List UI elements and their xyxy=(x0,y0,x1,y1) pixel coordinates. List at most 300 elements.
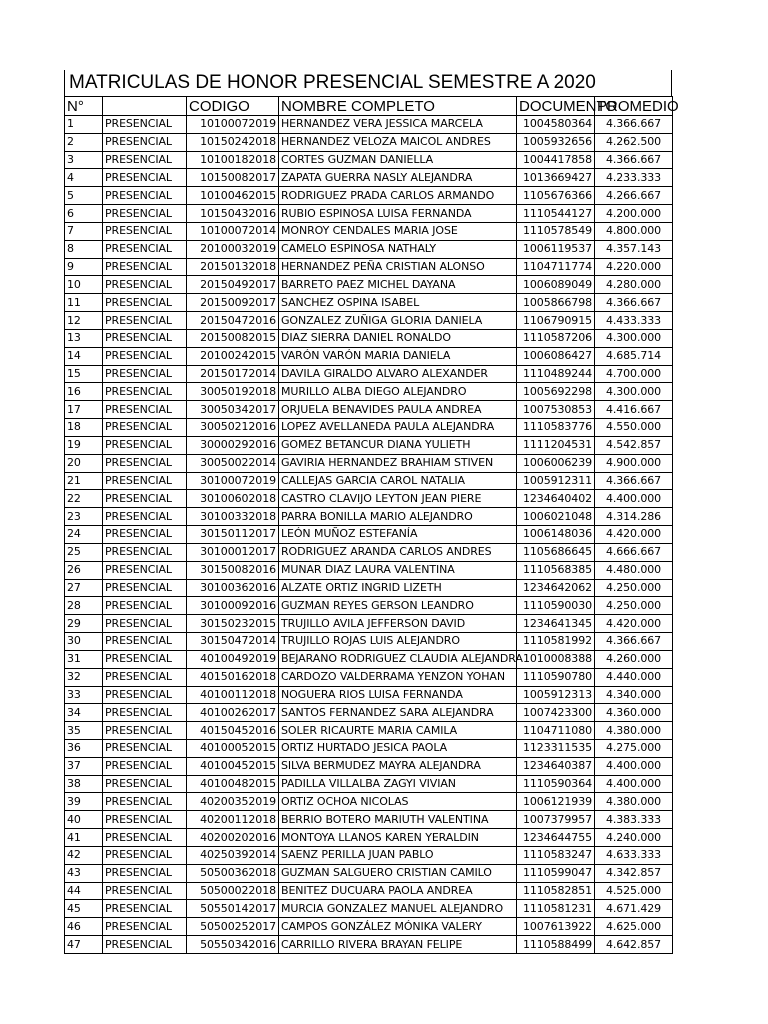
cell-number[interactable]: 2 xyxy=(65,133,103,151)
cell-code[interactable]: 30150082016 xyxy=(187,561,279,579)
cell-document[interactable]: 1110578549 xyxy=(517,222,595,240)
cell-modality[interactable]: PRESENCIAL xyxy=(103,258,187,276)
cell-code[interactable]: 30100362016 xyxy=(187,579,279,597)
cell-document[interactable]: 1110581992 xyxy=(517,633,595,651)
cell-full-name[interactable]: GONZALEZ ZUÑIGA GLORIA DANIELA xyxy=(279,312,517,330)
cell-average[interactable]: 4.542.857 xyxy=(595,436,673,454)
cell-number[interactable]: 10 xyxy=(65,276,103,294)
cell-average[interactable]: 4.800.000 xyxy=(595,222,673,240)
cell-full-name[interactable]: RUBIO ESPINOSA LUISA FERNANDA xyxy=(279,205,517,223)
cell-number[interactable]: 19 xyxy=(65,436,103,454)
cell-full-name[interactable]: CARDOZO VALDERRAMA YENZON YOHAN xyxy=(279,668,517,686)
cell-average[interactable]: 4.360.000 xyxy=(595,704,673,722)
cell-modality[interactable]: PRESENCIAL xyxy=(103,597,187,615)
cell-document[interactable]: 1111204531 xyxy=(517,436,595,454)
cell-document[interactable]: 1110581231 xyxy=(517,900,595,918)
cell-number[interactable]: 31 xyxy=(65,650,103,668)
cell-document[interactable]: 1005692298 xyxy=(517,383,595,401)
cell-full-name[interactable]: MONTOYA LLANOS KAREN YERALDIN xyxy=(279,829,517,847)
cell-code[interactable]: 30100012017 xyxy=(187,543,279,561)
cell-number[interactable]: 29 xyxy=(65,615,103,633)
cell-document[interactable]: 1106790915 xyxy=(517,312,595,330)
cell-modality[interactable]: PRESENCIAL xyxy=(103,472,187,490)
cell-modality[interactable]: PRESENCIAL xyxy=(103,187,187,205)
cell-document[interactable]: 1104711774 xyxy=(517,258,595,276)
cell-document[interactable]: 1110582851 xyxy=(517,882,595,900)
cell-document[interactable]: 1006086427 xyxy=(517,347,595,365)
cell-average[interactable]: 4.266.667 xyxy=(595,187,673,205)
cell-code[interactable]: 20150492017 xyxy=(187,276,279,294)
cell-average[interactable]: 4.400.000 xyxy=(595,775,673,793)
table-row xyxy=(65,811,673,829)
cell-number[interactable]: 27 xyxy=(65,579,103,597)
cell-code[interactable]: 20100242015 xyxy=(187,347,279,365)
cell-number[interactable]: 22 xyxy=(65,490,103,508)
cell-document[interactable]: 1010008388 xyxy=(517,650,595,668)
cell-document[interactable]: 1104711080 xyxy=(517,722,595,740)
table-row xyxy=(65,561,673,579)
cell-modality[interactable]: PRESENCIAL xyxy=(103,240,187,258)
cell-full-name[interactable]: TRUJILLO ROJAS LUIS ALEJANDRO xyxy=(279,633,517,651)
cell-code[interactable]: 30150232015 xyxy=(187,615,279,633)
cell-full-name[interactable]: GAVIRIA HERNANDEZ BRAHIAM STIVEN xyxy=(279,454,517,472)
cell-code[interactable]: 40200202016 xyxy=(187,829,279,847)
cell-modality[interactable]: PRESENCIAL xyxy=(103,276,187,294)
cell-full-name[interactable]: SILVA BERMUDEZ MAYRA ALEJANDRA xyxy=(279,757,517,775)
cell-modality[interactable]: PRESENCIAL xyxy=(103,454,187,472)
cell-modality[interactable]: PRESENCIAL xyxy=(103,312,187,330)
cell-document[interactable]: 1110489244 xyxy=(517,365,595,383)
cell-average[interactable]: 4.440.000 xyxy=(595,668,673,686)
cell-code[interactable]: 30100332018 xyxy=(187,508,279,526)
header-modality[interactable] xyxy=(103,97,187,116)
cell-number[interactable]: 36 xyxy=(65,739,103,757)
cell-number[interactable]: 16 xyxy=(65,383,103,401)
cell-average[interactable]: 4.420.000 xyxy=(595,615,673,633)
cell-number[interactable]: 15 xyxy=(65,365,103,383)
cell-full-name[interactable]: MONROY CENDALES MARIA JOSE xyxy=(279,222,517,240)
cell-code[interactable]: 10150242018 xyxy=(187,133,279,151)
cell-document[interactable]: 1005912313 xyxy=(517,686,595,704)
cell-full-name[interactable]: LEÓN MUÑOZ ESTEFANÍA xyxy=(279,526,517,544)
cell-full-name[interactable]: MURCIA GONZALEZ MANUEL ALEJANDRO xyxy=(279,900,517,918)
cell-number[interactable]: 43 xyxy=(65,864,103,882)
cell-modality[interactable]: PRESENCIAL xyxy=(103,329,187,347)
cell-document[interactable]: 1105686645 xyxy=(517,543,595,561)
cell-document[interactable]: 1006148036 xyxy=(517,526,595,544)
cell-full-name[interactable]: RODRIGUEZ ARANDA CARLOS ANDRES xyxy=(279,543,517,561)
cell-document[interactable]: 1110583247 xyxy=(517,846,595,864)
cell-document[interactable]: 1110587206 xyxy=(517,329,595,347)
cell-average[interactable]: 4.416.667 xyxy=(595,401,673,419)
cell-document[interactable]: 1110590364 xyxy=(517,775,595,793)
cell-document[interactable]: 1006121939 xyxy=(517,793,595,811)
cell-number[interactable]: 5 xyxy=(65,187,103,205)
cell-number[interactable]: 23 xyxy=(65,508,103,526)
cell-number[interactable]: 37 xyxy=(65,757,103,775)
cell-full-name[interactable]: HERNANDEZ VERA JESSICA MARCELA xyxy=(279,116,517,134)
cell-document[interactable]: 1234640402 xyxy=(517,490,595,508)
cell-average[interactable]: 4.366.667 xyxy=(595,472,673,490)
cell-code[interactable]: 40100112018 xyxy=(187,686,279,704)
cell-modality[interactable]: PRESENCIAL xyxy=(103,347,187,365)
cell-average[interactable]: 4.240.000 xyxy=(595,829,673,847)
cell-number[interactable]: 3 xyxy=(65,151,103,169)
cell-modality[interactable]: PRESENCIAL xyxy=(103,882,187,900)
table-row xyxy=(65,490,673,508)
cell-code[interactable]: 50500252017 xyxy=(187,918,279,936)
cell-modality[interactable]: PRESENCIAL xyxy=(103,419,187,437)
cell-document[interactable]: 1123311535 xyxy=(517,739,595,757)
cell-full-name[interactable]: HERNANDEZ PEÑA CRISTIAN ALONSO xyxy=(279,258,517,276)
table-row xyxy=(65,704,673,722)
table-row xyxy=(65,650,673,668)
cell-modality[interactable]: PRESENCIAL xyxy=(103,757,187,775)
cell-number[interactable]: 35 xyxy=(65,722,103,740)
cell-full-name[interactable]: SANCHEZ OSPINA ISABEL xyxy=(279,294,517,312)
cell-code[interactable]: 40150162018 xyxy=(187,668,279,686)
cell-modality[interactable]: PRESENCIAL xyxy=(103,775,187,793)
cell-average[interactable]: 4.366.667 xyxy=(595,151,673,169)
cell-modality[interactable]: PRESENCIAL xyxy=(103,633,187,651)
cell-document[interactable]: 1234642062 xyxy=(517,579,595,597)
cell-modality[interactable]: PRESENCIAL xyxy=(103,846,187,864)
cell-full-name[interactable]: CORTES GUZMAN DANIELLA xyxy=(279,151,517,169)
cell-number[interactable]: 14 xyxy=(65,347,103,365)
cell-average[interactable]: 4.480.000 xyxy=(595,561,673,579)
cell-code[interactable]: 30100602018 xyxy=(187,490,279,508)
cell-modality[interactable]: PRESENCIAL xyxy=(103,205,187,223)
cell-modality[interactable]: PRESENCIAL xyxy=(103,793,187,811)
table-row xyxy=(65,187,673,205)
cell-full-name[interactable]: PADILLA VILLALBA ZAGYI VIVIAN xyxy=(279,775,517,793)
cell-document[interactable]: 1110599047 xyxy=(517,864,595,882)
cell-document[interactable]: 1110583776 xyxy=(517,419,595,437)
cell-number[interactable]: 42 xyxy=(65,846,103,864)
cell-modality[interactable]: PRESENCIAL xyxy=(103,222,187,240)
cell-modality[interactable]: PRESENCIAL xyxy=(103,686,187,704)
cell-modality[interactable]: PRESENCIAL xyxy=(103,383,187,401)
cell-code[interactable]: 40100452015 xyxy=(187,757,279,775)
header-full-name[interactable]: NOMBRE COMPLETO xyxy=(279,97,517,116)
cell-modality[interactable]: PRESENCIAL xyxy=(103,561,187,579)
cell-average[interactable]: 4.342.857 xyxy=(595,864,673,882)
cell-number[interactable]: 20 xyxy=(65,454,103,472)
cell-modality[interactable]: PRESENCIAL xyxy=(103,294,187,312)
cell-number[interactable]: 41 xyxy=(65,829,103,847)
cell-average[interactable]: 4.300.000 xyxy=(595,383,673,401)
cell-average[interactable]: 4.366.667 xyxy=(595,294,673,312)
cell-code[interactable]: 40200112018 xyxy=(187,811,279,829)
cell-document[interactable]: 1007530853 xyxy=(517,401,595,419)
cell-code[interactable]: 40100492019 xyxy=(187,650,279,668)
cell-document[interactable]: 1005932656 xyxy=(517,133,595,151)
cell-average[interactable]: 4.280.000 xyxy=(595,276,673,294)
cell-code[interactable]: 30050212016 xyxy=(187,419,279,437)
cell-document[interactable]: 1234644755 xyxy=(517,829,595,847)
cell-number[interactable]: 33 xyxy=(65,686,103,704)
cell-code[interactable]: 20150092017 xyxy=(187,294,279,312)
cell-average[interactable]: 4.666.667 xyxy=(595,543,673,561)
cell-modality[interactable]: PRESENCIAL xyxy=(103,526,187,544)
cell-document[interactable]: 1110590030 xyxy=(517,597,595,615)
cell-code[interactable]: 40150452016 xyxy=(187,722,279,740)
cell-document[interactable]: 1110590780 xyxy=(517,668,595,686)
cell-average[interactable]: 4.250.000 xyxy=(595,597,673,615)
cell-full-name[interactable]: BENITEZ DUCUARA PAOLA ANDREA xyxy=(279,882,517,900)
cell-modality[interactable]: PRESENCIAL xyxy=(103,436,187,454)
cell-document[interactable]: 1110568385 xyxy=(517,561,595,579)
cell-full-name[interactable]: GOMEZ BETANCUR DIANA YULIETH xyxy=(279,436,517,454)
cell-modality[interactable]: PRESENCIAL xyxy=(103,936,187,954)
table-row xyxy=(65,329,673,347)
cell-modality[interactable]: PRESENCIAL xyxy=(103,739,187,757)
cell-document[interactable]: 1005866798 xyxy=(517,294,595,312)
cell-number[interactable]: 8 xyxy=(65,240,103,258)
cell-number[interactable]: 12 xyxy=(65,312,103,330)
cell-average[interactable]: 4.380.000 xyxy=(595,722,673,740)
cell-average[interactable]: 4.357.143 xyxy=(595,240,673,258)
cell-number[interactable]: 32 xyxy=(65,668,103,686)
cell-full-name[interactable]: ZAPATA GUERRA NASLY ALEJANDRA xyxy=(279,169,517,187)
cell-full-name[interactable]: BARRETO PAEZ MICHEL DAYANA xyxy=(279,276,517,294)
cell-average[interactable]: 4.633.333 xyxy=(595,846,673,864)
cell-code[interactable]: 30050192018 xyxy=(187,383,279,401)
cell-modality[interactable]: PRESENCIAL xyxy=(103,722,187,740)
cell-code[interactable]: 40100482015 xyxy=(187,775,279,793)
table-row xyxy=(65,419,673,437)
table-row xyxy=(65,312,673,330)
header-average[interactable]: PROMEDIO xyxy=(595,97,673,116)
cell-document[interactable]: 1105676366 xyxy=(517,187,595,205)
cell-code[interactable]: 40100262017 xyxy=(187,704,279,722)
cell-code[interactable]: 30150112017 xyxy=(187,526,279,544)
header-code[interactable]: CODIGO xyxy=(187,97,279,116)
cell-average[interactable]: 4.625.000 xyxy=(595,918,673,936)
cell-full-name[interactable]: VARÓN VARÓN MARIA DANIELA xyxy=(279,347,517,365)
cell-average[interactable]: 4.433.333 xyxy=(595,312,673,330)
cell-full-name[interactable]: ALZATE ORTIZ INGRID LIZETH xyxy=(279,579,517,597)
table-row xyxy=(65,882,673,900)
cell-number[interactable]: 26 xyxy=(65,561,103,579)
cell-average[interactable]: 4.642.857 xyxy=(595,936,673,954)
cell-number[interactable]: 18 xyxy=(65,419,103,437)
cell-code[interactable]: 40250392014 xyxy=(187,846,279,864)
cell-full-name[interactable]: NOGUERA RIOS LUISA FERNANDA xyxy=(279,686,517,704)
cell-modality[interactable]: PRESENCIAL xyxy=(103,490,187,508)
cell-code[interactable]: 50550342016 xyxy=(187,936,279,954)
cell-number[interactable]: 39 xyxy=(65,793,103,811)
cell-full-name[interactable]: SOLER RICAURTE MARIA CAMILA xyxy=(279,722,517,740)
cell-full-name[interactable]: BERRIO BOTERO MARIUTH VALENTINA xyxy=(279,811,517,829)
cell-number[interactable]: 28 xyxy=(65,597,103,615)
cell-number[interactable]: 21 xyxy=(65,472,103,490)
cell-full-name[interactable]: SANTOS FERNANDEZ SARA ALEJANDRA xyxy=(279,704,517,722)
cell-modality[interactable]: PRESENCIAL xyxy=(103,668,187,686)
cell-full-name[interactable]: CAMPOS GONZÁLEZ MÓNIKA VALERY xyxy=(279,918,517,936)
cell-modality[interactable]: PRESENCIAL xyxy=(103,829,187,847)
cell-full-name[interactable]: SAENZ PERILLA JUAN PABLO xyxy=(279,846,517,864)
cell-average[interactable]: 4.685.714 xyxy=(595,347,673,365)
cell-code[interactable]: 30100072019 xyxy=(187,472,279,490)
cell-average[interactable]: 4.366.667 xyxy=(595,116,673,134)
cell-number[interactable]: 4 xyxy=(65,169,103,187)
cell-full-name[interactable]: CARRILLO RIVERA BRAYAN FELIPE xyxy=(279,936,517,954)
cell-full-name[interactable]: PARRA BONILLA MARIO ALEJANDRO xyxy=(279,508,517,526)
cell-average[interactable]: 4.262.500 xyxy=(595,133,673,151)
cell-full-name[interactable]: ORJUELA BENAVIDES PAULA ANDREA xyxy=(279,401,517,419)
cell-code[interactable]: 10100462015 xyxy=(187,187,279,205)
cell-code[interactable]: 30000292016 xyxy=(187,436,279,454)
cell-modality[interactable]: PRESENCIAL xyxy=(103,133,187,151)
cell-modality[interactable]: PRESENCIAL xyxy=(103,704,187,722)
cell-modality[interactable]: PRESENCIAL xyxy=(103,579,187,597)
cell-document[interactable]: 1007423300 xyxy=(517,704,595,722)
cell-code[interactable]: 40100052015 xyxy=(187,739,279,757)
cell-average[interactable]: 4.340.000 xyxy=(595,686,673,704)
cell-code[interactable]: 10100182018 xyxy=(187,151,279,169)
cell-average[interactable]: 4.250.000 xyxy=(595,579,673,597)
cell-average[interactable]: 4.220.000 xyxy=(595,258,673,276)
cell-full-name[interactable]: CASTRO CLAVIJO LEYTON JEAN PIERE xyxy=(279,490,517,508)
cell-average[interactable]: 4.260.000 xyxy=(595,650,673,668)
cell-modality[interactable]: PRESENCIAL xyxy=(103,864,187,882)
cell-code[interactable]: 50500022018 xyxy=(187,882,279,900)
cell-full-name[interactable]: GUZMAN SALGUERO CRISTIAN CAMILO xyxy=(279,864,517,882)
cell-code[interactable]: 20150472016 xyxy=(187,312,279,330)
cell-number[interactable]: 44 xyxy=(65,882,103,900)
cell-document[interactable]: 1013669427 xyxy=(517,169,595,187)
cell-code[interactable]: 30150472014 xyxy=(187,633,279,651)
cell-average[interactable]: 4.420.000 xyxy=(595,526,673,544)
cell-number[interactable]: 17 xyxy=(65,401,103,419)
cell-code[interactable]: 50500362018 xyxy=(187,864,279,882)
cell-number[interactable]: 6 xyxy=(65,205,103,223)
cell-document[interactable]: 1004417858 xyxy=(517,151,595,169)
cell-modality[interactable]: PRESENCIAL xyxy=(103,508,187,526)
cell-full-name[interactable]: CAMELO ESPINOSA NATHALY xyxy=(279,240,517,258)
cell-document[interactable]: 1007613922 xyxy=(517,918,595,936)
cell-full-name[interactable]: BEJARANO RODRIGUEZ CLAUDIA ALEJANDRA xyxy=(279,650,517,668)
cell-modality[interactable]: PRESENCIAL xyxy=(103,169,187,187)
cell-document[interactable]: 1110544127 xyxy=(517,205,595,223)
cell-full-name[interactable]: ORTIZ HURTADO JESICA PAOLA xyxy=(279,739,517,757)
cell-code[interactable]: 10150432016 xyxy=(187,205,279,223)
table-row xyxy=(65,151,673,169)
cell-document[interactable]: 1006021048 xyxy=(517,508,595,526)
cell-document[interactable]: 1006006239 xyxy=(517,454,595,472)
cell-number[interactable]: 34 xyxy=(65,704,103,722)
cell-average[interactable]: 4.900.000 xyxy=(595,454,673,472)
cell-modality[interactable]: PRESENCIAL xyxy=(103,900,187,918)
header-document[interactable]: DOCUMENTO xyxy=(517,97,595,116)
cell-code[interactable]: 10100072014 xyxy=(187,222,279,240)
cell-code[interactable]: 20100032019 xyxy=(187,240,279,258)
cell-number[interactable]: 1 xyxy=(65,116,103,134)
cell-modality[interactable]: PRESENCIAL xyxy=(103,116,187,134)
cell-full-name[interactable]: ORTIZ OCHOA NICOLAS xyxy=(279,793,517,811)
cell-code[interactable]: 30050022014 xyxy=(187,454,279,472)
cell-modality[interactable]: PRESENCIAL xyxy=(103,811,187,829)
cell-code[interactable]: 50550142017 xyxy=(187,900,279,918)
cell-number[interactable]: 30 xyxy=(65,633,103,651)
cell-average[interactable]: 4.400.000 xyxy=(595,757,673,775)
cell-document[interactable]: 1234640387 xyxy=(517,757,595,775)
cell-code[interactable]: 30050342017 xyxy=(187,401,279,419)
cell-number[interactable]: 47 xyxy=(65,936,103,954)
cell-modality[interactable]: PRESENCIAL xyxy=(103,365,187,383)
cell-full-name[interactable]: DIAZ SIERRA DANIEL RONALDO xyxy=(279,329,517,347)
cell-number[interactable]: 38 xyxy=(65,775,103,793)
cell-document[interactable]: 1006119537 xyxy=(517,240,595,258)
cell-modality[interactable]: PRESENCIAL xyxy=(103,615,187,633)
cell-document[interactable]: 1004580364 xyxy=(517,116,595,134)
cell-average[interactable]: 4.671.429 xyxy=(595,900,673,918)
cell-number[interactable]: 9 xyxy=(65,258,103,276)
cell-full-name[interactable]: HERNANDEZ VELOZA MAICOL ANDRES xyxy=(279,133,517,151)
cell-number[interactable]: 45 xyxy=(65,900,103,918)
cell-full-name[interactable]: GUZMAN REYES GERSON LEANDRO xyxy=(279,597,517,615)
cell-code[interactable]: 20150132018 xyxy=(187,258,279,276)
cell-code[interactable]: 20150082015 xyxy=(187,329,279,347)
cell-code[interactable]: 20150172014 xyxy=(187,365,279,383)
cell-full-name[interactable]: MUNAR DIAZ LAURA VALENTINA xyxy=(279,561,517,579)
cell-document[interactable]: 1234641345 xyxy=(517,615,595,633)
cell-full-name[interactable]: TRUJILLO AVILA JEFFERSON DAVID xyxy=(279,615,517,633)
cell-average[interactable]: 4.275.000 xyxy=(595,739,673,757)
cell-full-name[interactable]: RODRIGUEZ PRADA CARLOS ARMANDO xyxy=(279,187,517,205)
cell-modality[interactable]: PRESENCIAL xyxy=(103,401,187,419)
cell-average[interactable]: 4.383.333 xyxy=(595,811,673,829)
cell-document[interactable]: 1006089049 xyxy=(517,276,595,294)
cell-modality[interactable]: PRESENCIAL xyxy=(103,918,187,936)
cell-number[interactable]: 7 xyxy=(65,222,103,240)
cell-average[interactable]: 4.366.667 xyxy=(595,633,673,651)
cell-code[interactable]: 10150082017 xyxy=(187,169,279,187)
cell-number[interactable]: 46 xyxy=(65,918,103,936)
cell-code[interactable]: 40200352019 xyxy=(187,793,279,811)
cell-average[interactable]: 4.400.000 xyxy=(595,490,673,508)
cell-average[interactable]: 4.550.000 xyxy=(595,419,673,437)
cell-average[interactable]: 4.200.000 xyxy=(595,205,673,223)
cell-average[interactable]: 4.380.000 xyxy=(595,793,673,811)
cell-number[interactable]: 25 xyxy=(65,543,103,561)
cell-average[interactable]: 4.314.286 xyxy=(595,508,673,526)
cell-code[interactable]: 30100092016 xyxy=(187,597,279,615)
cell-modality[interactable]: PRESENCIAL xyxy=(103,650,187,668)
cell-average[interactable]: 4.300.000 xyxy=(595,329,673,347)
cell-number[interactable]: 11 xyxy=(65,294,103,312)
cell-full-name[interactable]: DAVILA GIRALDO ALVARO ALEXANDER xyxy=(279,365,517,383)
cell-modality[interactable]: PRESENCIAL xyxy=(103,543,187,561)
cell-number[interactable]: 13 xyxy=(65,329,103,347)
cell-average[interactable]: 4.700.000 xyxy=(595,365,673,383)
table-row xyxy=(65,401,673,419)
cell-modality[interactable]: PRESENCIAL xyxy=(103,151,187,169)
cell-average[interactable]: 4.525.000 xyxy=(595,882,673,900)
cell-average[interactable]: 4.233.333 xyxy=(595,169,673,187)
cell-number[interactable]: 24 xyxy=(65,526,103,544)
cell-full-name[interactable]: LOPEZ AVELLANEDA PAULA ALEJANDRA xyxy=(279,419,517,437)
cell-number[interactable]: 40 xyxy=(65,811,103,829)
cell-full-name[interactable]: CALLEJAS GARCIA CAROL NATALIA xyxy=(279,472,517,490)
cell-code[interactable]: 10100072019 xyxy=(187,116,279,134)
cell-document[interactable]: 1005912311 xyxy=(517,472,595,490)
header-number[interactable]: N° xyxy=(65,97,103,116)
cell-document[interactable]: 1007379957 xyxy=(517,811,595,829)
cell-document[interactable]: 1110588499 xyxy=(517,936,595,954)
cell-full-name[interactable]: MURILLO ALBA DIEGO ALEJANDRO xyxy=(279,383,517,401)
